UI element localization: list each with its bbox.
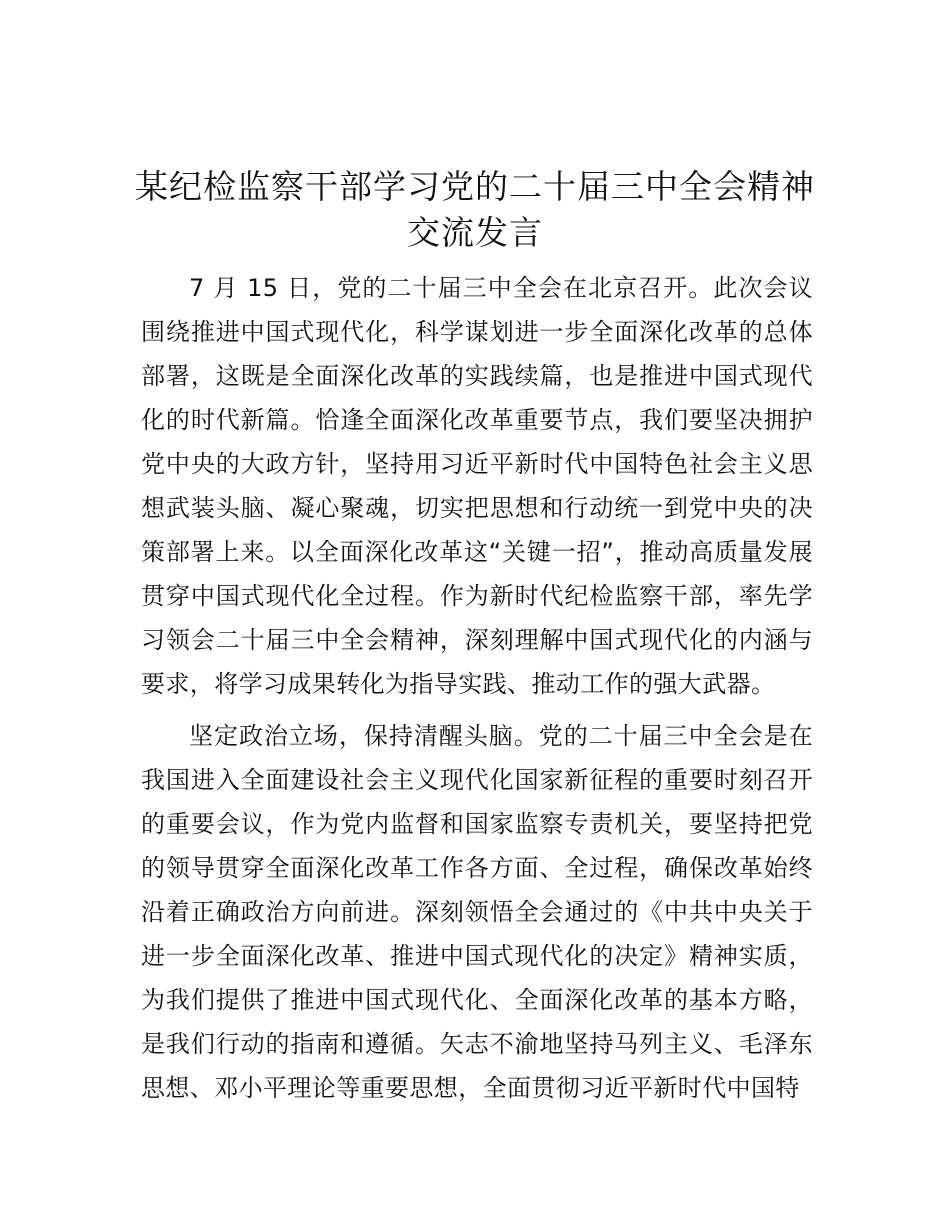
paragraph-2: 坚定政治立场，保持清醒头脑。党的二十届三中全会是在我国进入全面建设社会主义现代化国家新征程的重要时刻召开的重要会议，作为党内监督和国家监察专责机关，要坚持把党的领导贯穿全面深化改革工作各方面、全过程，确保改革始终沿着正确政治方向前进。深刻领悟全会通过的《中共中央关于进一步全面深化改革、推进中国式现代化的决定》精神实质，为我们提供了推进中国式现代化、全面深化改革的基本方略，是我们行动的指南和遵循。矢志不渝地坚持马列主义、毛泽东思想、邓小平理论等重要思想，全面贯彻习近平新时代中国特 xyxy=(141,722,813,1102)
title-line-1: 某纪检监察干部学习党的二十届三中全会精神 xyxy=(135,167,815,206)
paragraph-1: 7 月 15 日，党的二十届三中全会在北京召开。此次会议围绕推进中国式现代化，科学谋划进一步全面深化改革的总体部署，这既是全面深化改革的实践续篇，也是推进中国式现代化的时代新篇。恰逢全面深化改革重要节点，我们要坚决拥护党中央的大政方针，坚持用习近平新时代中国特色社会主义思想武装头脑、凝心聚魂，切实把思想和行动统一到党中央的决策部署上来。以全面深化改革这“关键一招”，推动高质量发展贯穿中国式现代化全过程。作为新时代纪检监察干部，率先学习领会二十届三中全会精神，深刻理解中国式现代化的内涵与要求，将学习成果转化为指导实践、推动工作的强大武器。 xyxy=(141,274,813,698)
document-body xyxy=(141,266,813,1110)
document-title xyxy=(110,164,840,256)
title-line-2: 交流发言 xyxy=(407,213,543,252)
